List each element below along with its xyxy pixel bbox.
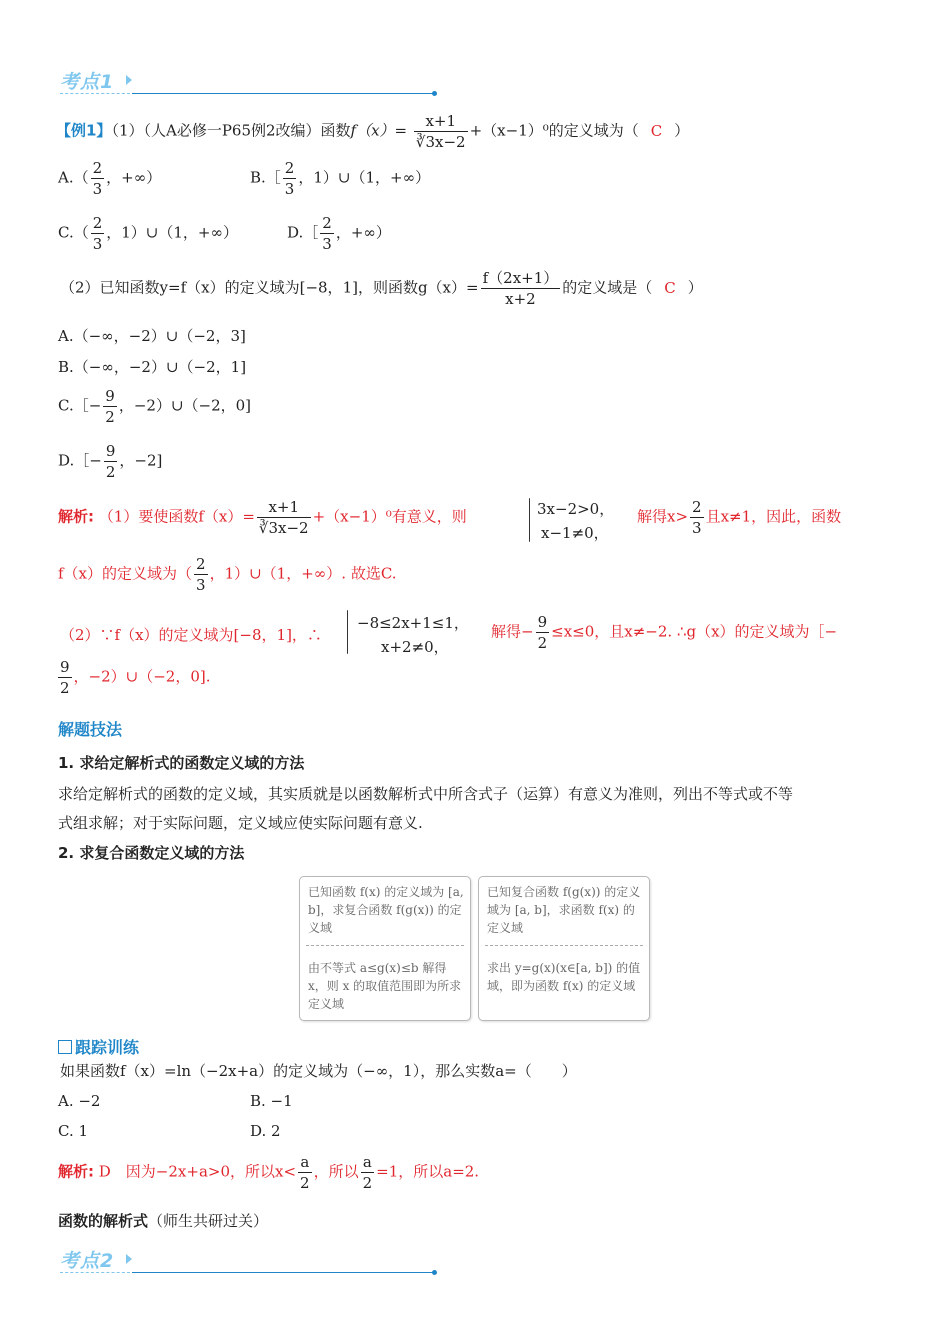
- solution2-line1-tail: 解得− $\frac{9}{2}$ ≤x≤0，且x≠−2. ∴g（x）的定义域为［−: [491, 613, 838, 652]
- example1-option-d: D.［ $\frac{2}{3}$ ，+∞）: [287, 214, 391, 253]
- solution-label: 解析:: [58, 507, 94, 526]
- method-box-2-condition: 已知复合函数 f(g(x)) 的定义域为 [a, b]，求函数 f(x) 的定义域: [487, 885, 641, 935]
- method-box-1: [299, 876, 471, 1021]
- training-option-b: B. −1: [250, 1092, 293, 1110]
- example1-question1: 【例1】（1）（人A必修一P65例2改编）函数f（x）= $\frac{x+1}{∛3x-2}$ +（x−1）⁰的定义域为（ C ）: [56, 112, 690, 151]
- technique-paragraph-line2: 式组求解；对于实际问题，定义域应使实际问题有意义.: [58, 814, 423, 832]
- training-option-d: D. 2: [250, 1122, 281, 1140]
- method-box-2-method: 求出 y=g(x)(x∈[a, b]) 的值域，即为函数 f(x) 的定义域: [487, 961, 641, 993]
- solution1-line1-tail: 解得x> $\frac{2}{3}$ 且x≠1，因此，函数: [637, 498, 842, 537]
- solution2-system-brace: [347, 610, 348, 654]
- example1-q2-option-b: B.（−∞，−2）∪（−2，1]: [58, 358, 247, 376]
- example1-q2-option-d: D.［− $\frac{9}{2}$ ，−2]: [58, 442, 163, 481]
- kaodian1-rule: [132, 93, 434, 94]
- solution2-system-line1: −8≤2x+1≤1，: [357, 614, 469, 632]
- kaodian2-rule: [132, 1272, 434, 1273]
- example1-option-a: A.（ $\frac{2}{3}$ ，+∞）: [58, 159, 162, 198]
- kaodian2-rule-end-dot: [432, 1270, 437, 1275]
- method-box-2-divider: [485, 945, 643, 946]
- kaodian2-underline: [60, 1272, 130, 1273]
- solution1-system-line2: x−1≠0，: [541, 524, 609, 542]
- example1-fraction: $\frac{x+1}{∛3x-2}$: [415, 112, 466, 151]
- technique-paragraph-line1: 求给定解析式的函数的定义域，其实质就是以函数解析式中所含式子（运算）有意义为准则，列出不等式或不等: [58, 785, 794, 803]
- method-box-2: [478, 876, 650, 1021]
- checkbox-icon: [58, 1040, 72, 1054]
- solution2-system-line2: x+2≠0，: [381, 638, 449, 656]
- technique-heading-1: 1. 求给定解析式的函数定义域的方法: [58, 754, 305, 772]
- kaodian1-label: 考点1: [60, 71, 115, 93]
- kaodian1-rule-end-dot: [432, 91, 437, 96]
- method-box-1-divider: [306, 945, 464, 946]
- training-solution: 解析: D 因为−2x+a>0，所以x< $\frac{a}{2}$ ，所以 $\frac{a}{2}$ =1，所以a=2.: [58, 1153, 480, 1192]
- training-question: 如果函数f（x）=ln（−2x+a）的定义域为（−∞，1），那么实数a=（ ）: [60, 1062, 577, 1080]
- training-option-a: A. −2: [58, 1092, 101, 1110]
- solution1-line1: 解析: （1）要使函数f（x）= $\frac{x+1}{∛3x-2}$ +（x−1）⁰有意义，则: [58, 498, 467, 537]
- training-solution-label: 解析:: [58, 1162, 94, 1181]
- kaodian1-arrow-icon: [126, 75, 132, 85]
- example1-answer: C: [650, 121, 663, 140]
- method-box-1-condition: 已知函数 f(x) 的定义域为 [a, b]，求复合函数 f(g(x)) 的定义域: [308, 885, 464, 935]
- training-option-c: C. 1: [58, 1122, 89, 1140]
- example1-option-b: B.［ $\frac{2}{3}$ ，1）∪（1，+∞）: [250, 159, 431, 198]
- solution2-line1: （2）∵f（x）的定义域为[−8，1]，∴: [60, 626, 322, 644]
- solution1-system-brace: [529, 498, 530, 542]
- kaodian2-label: 考点2: [60, 1250, 115, 1272]
- section-heading: 函数的解析式（师生共研过关）: [58, 1212, 269, 1230]
- method-box-1-method: 由不等式 a≤g(x)≤b 解得 x，则 x 的取值范围即为所求定义域: [308, 961, 462, 1011]
- technique-heading-2: 2. 求复合函数定义域的方法: [58, 844, 245, 862]
- solution1-line2: f（x）的定义域为（ $\frac{2}{3}$ ，1）∪（1，+∞）. 故选C.: [58, 555, 397, 594]
- kaodian2-arrow-icon: [126, 1254, 132, 1264]
- solution1-system-line1: 3x−2>0，: [537, 500, 615, 518]
- kaodian1-underline: [60, 93, 130, 94]
- solution2-line2: $\frac{9}{2}$ ，−2）∪（−2，0].: [60, 658, 211, 697]
- technique-title: 解题技法: [58, 720, 123, 739]
- example1-q2-option-c: C.［− $\frac{9}{2}$ ，−2）∪（−2，0]: [58, 387, 252, 426]
- example1-q2-option-a: A.（−∞，−2）∪（−2，3]: [58, 327, 246, 345]
- example1-question2: （2）已知函数y=f（x）的定义域为[−8，1]，则函数g（x）= $\frac{f(2x+1)}{x+2}$ 的定义域是（ C ）: [60, 269, 703, 308]
- example1-tag: 【例1】: [56, 121, 112, 140]
- training-title: 跟踪训练: [58, 1035, 139, 1058]
- example1-q2-answer: C: [664, 278, 676, 297]
- example1-option-c: C.（ $\frac{2}{3}$ ，1）∪（1，+∞）: [58, 214, 238, 253]
